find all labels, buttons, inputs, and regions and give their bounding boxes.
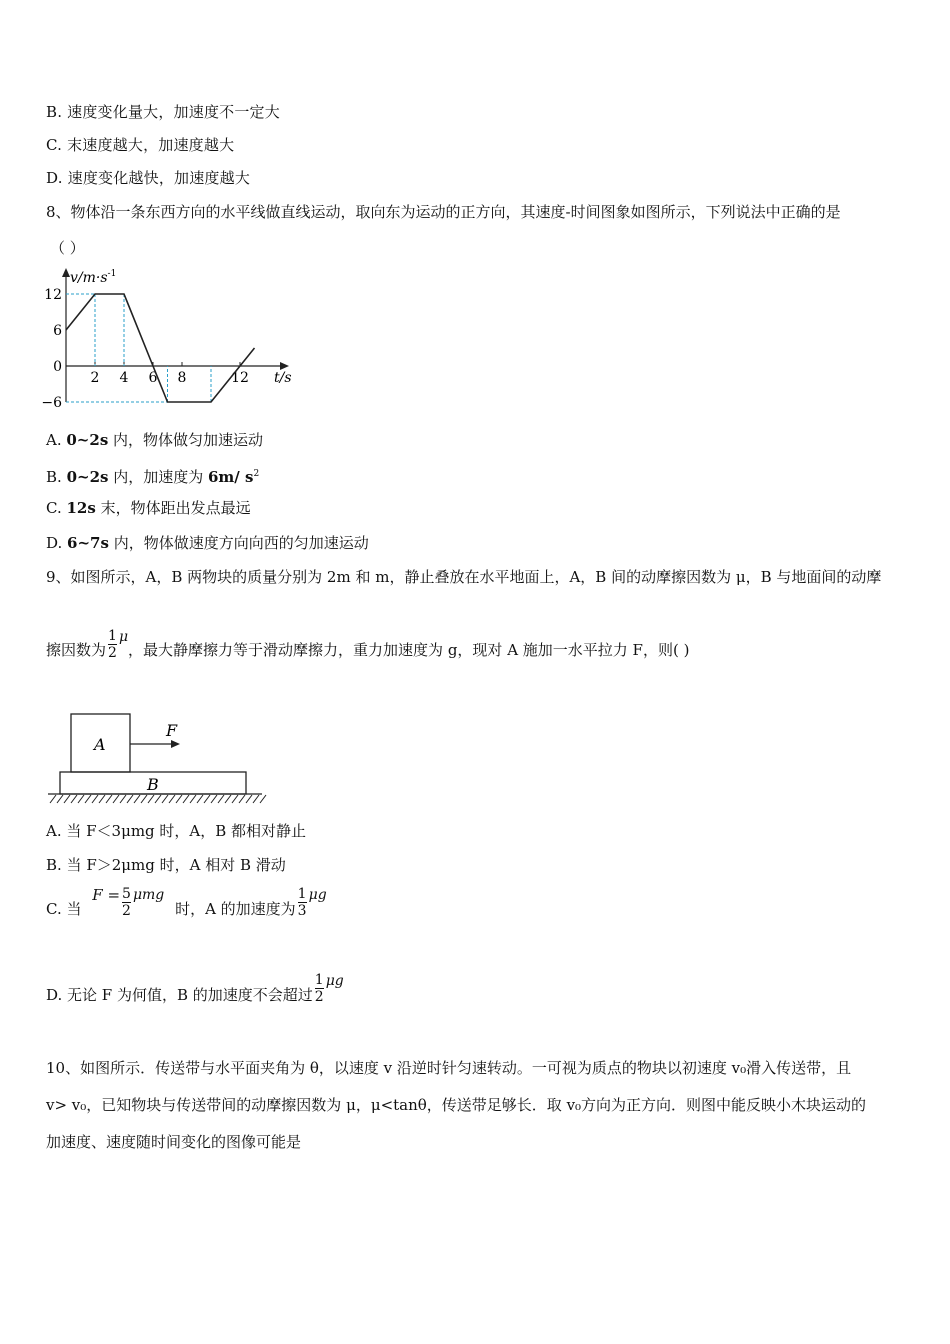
x-tick-label: 8: [177, 370, 187, 386]
y-axis-arrow: [62, 268, 70, 277]
x-tick-label: 2: [90, 370, 100, 386]
hatch-line: [120, 795, 126, 803]
hatch-line: [113, 795, 119, 803]
q9-option-d: D. 无论 F 为何值，B 的加速度不会超过 $\frac{1}{2}$ μg: [46, 972, 344, 1005]
y-tick-labels: [41, 287, 62, 411]
hatch-line: [155, 795, 161, 803]
hatch-line: [232, 795, 238, 803]
hatch-line: [260, 795, 266, 803]
hatch-line: [50, 795, 56, 803]
force-label: F: [166, 721, 178, 740]
hatch-line: [141, 795, 147, 803]
hatch-line: [162, 795, 168, 803]
hatch-line: [99, 795, 105, 803]
q8-option-d: D. 6~7s 内，物体做速度方向向西的匀加速运动: [46, 534, 369, 552]
hatch-line: [134, 795, 140, 803]
hatch-line: [183, 795, 189, 803]
q8-paren: （ ）: [50, 239, 85, 257]
q10-stem-line2: v> v₀，已知物块与传送带间的动摩擦因数为 μ，μ<tanθ，传送带足够长．取 v₀方向为正方向．则图中能反映小木块运动的: [46, 1096, 867, 1114]
q8-option-b: B. 0~2s 内，加速度为 6m/ $s^2$: [46, 468, 260, 486]
q7-option-b: B. 速度变化量大，加速度不一定大: [46, 103, 280, 121]
block-a-label: A: [94, 735, 106, 754]
y-tick-label: −6: [41, 395, 62, 411]
y-tick-label: 6: [53, 323, 62, 339]
guide-dashes: [66, 294, 211, 402]
hatch-line: [85, 795, 91, 803]
x-axis-label: t/s: [274, 370, 292, 386]
q8-option-a: A. 0~2s 内，物体做匀加速运动: [46, 431, 264, 449]
force-arrowhead: [171, 740, 180, 748]
x-tick-label: 4: [119, 370, 129, 386]
q9-fraction: $\frac{1}{2}$: [108, 628, 117, 661]
y-tick-label: 0: [53, 359, 62, 375]
q9-stem-line2: 擦因数为 $\frac{1}{2}$ μ，最大静摩擦力等于滑动摩擦力，重力加速度为 g，现对 A 施加一水平拉力 F，则( ): [46, 628, 690, 661]
hatch-line: [127, 795, 133, 803]
hatch-line: [57, 795, 63, 803]
hatch-line: [253, 795, 259, 803]
block-b-label: B: [147, 775, 159, 794]
hatch-line: [169, 795, 175, 803]
q8-vt-graph: [40, 262, 300, 412]
q9-option-b: B. 当 F＞2μmg 时，A 相对 B 滑动: [46, 856, 286, 874]
y-tick-label: 12: [44, 287, 62, 303]
hatch-line: [64, 795, 70, 803]
hatch-line: [225, 795, 231, 803]
q9-option-a: A. 当 F＜3μmg 时，A，B 都相对静止: [46, 822, 307, 840]
q9-block-diagram: [44, 708, 268, 806]
x-tick-label: 6: [148, 370, 158, 386]
y-axis-label: $v/m\cdot s^{-1}$: [70, 269, 117, 286]
q10-stem-line1: 10、如图所示．传送带与水平面夹角为 θ，以速度 v 沿逆时针匀速转动。一可视为质点的物块以初速度 v₀滑入传送带，且: [46, 1059, 852, 1077]
hatch-line: [78, 795, 84, 803]
q9-stem-line1: 9、如图所示，A，B 两物块的质量分别为 2m 和 m，静止叠放在水平地面上，A，B 间的动摩擦因数为 μ，B 与地面间的动摩: [46, 568, 882, 586]
q8-stem: 8、物体沿一条东西方向的水平线做直线运动，取向东为运动的正方向，其速度-时间图象如图所示，下列说法中正确的是: [46, 203, 841, 221]
hatch-line: [239, 795, 245, 803]
q8-option-c: C. 12s 末，物体距出发点最远: [46, 499, 251, 517]
q9-option-c: C. 当 F = $\frac{5}{2}$ μmg 时，A 的加速度为 $\frac{1}{3}$ μg: [46, 886, 327, 919]
ground-hatching: [50, 795, 266, 803]
x-tick-label: 12: [231, 370, 249, 386]
q7-option-d: D. 速度变化越快，加速度越大: [46, 169, 251, 187]
hatch-line: [148, 795, 154, 803]
hatch-line: [176, 795, 182, 803]
hatch-line: [92, 795, 98, 803]
hatch-line: [190, 795, 196, 803]
hatch-line: [218, 795, 224, 803]
x-axis-arrow: [280, 362, 289, 370]
hatch-line: [246, 795, 252, 803]
hatch-line: [197, 795, 203, 803]
hatch-line: [211, 795, 217, 803]
q7-option-c: C. 末速度越大，加速度越大: [46, 136, 235, 154]
hatch-line: [71, 795, 77, 803]
hatch-line: [204, 795, 210, 803]
hatch-line: [106, 795, 112, 803]
q10-stem-line3: 加速度、速度随时间变化的图像可能是: [46, 1133, 302, 1151]
